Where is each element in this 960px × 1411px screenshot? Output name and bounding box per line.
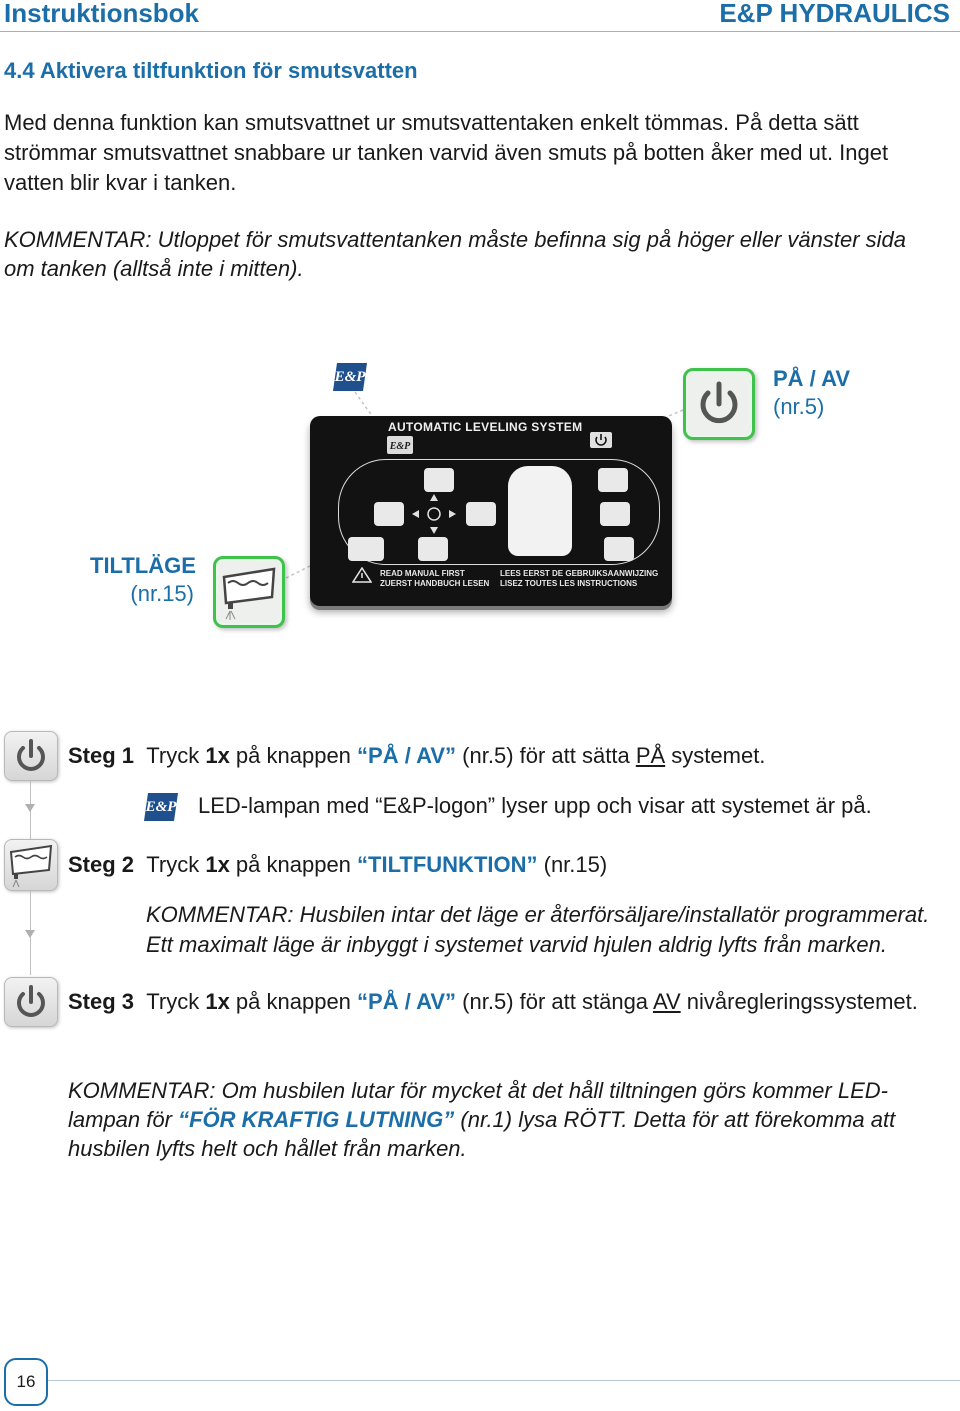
power-icon [5,732,57,780]
tilt-button-callout [213,556,285,628]
header-title: Instruktionsbok [4,0,200,28]
step2-comment: KOMMENTAR: Husbilen intar det läge er återförsäljare/installatör programmerat. Ett maximalt läge är inbyggt i systemet varvid hjulen aldrig lyfts från marken. [146,902,930,957]
tilt-tank-icon [5,840,57,890]
panel-ep-logo-icon [387,436,413,454]
power-label [773,365,850,421]
step2-nr: (nr.15) [537,852,608,877]
step1-post: systemet. [665,743,766,768]
panel-key-hand-icon [598,468,628,492]
panel-key-up-icon [604,537,634,561]
comment-tilt-warning [68,1076,953,1163]
section-title: 4.4 Aktivera tiltfunktion för smutsvatten [4,58,418,83]
step2-count: 1x [205,852,230,877]
step2-text [68,851,607,879]
step2-button-name: “TILTFUNKTION” [357,852,538,877]
step3-post: nivåregleringssystemet. [680,989,918,1014]
step1-mid: på knappen [229,743,358,768]
step3-button-name: “PÅ / AV” [357,989,457,1014]
panel-footer-line3: LEES EERST DE GEBRUIKSAANWIJZING [500,569,659,578]
panel-footer-right [500,569,658,589]
page-number: 16 [4,1358,48,1406]
panel-key-left-icon [374,502,404,526]
step2-mid: på knappen [229,852,358,877]
step1-led-note: LED-lampan med “E&P-logon” lyser upp och visar att systemet är på. [198,793,872,818]
step1-number: Steg 1 [68,743,135,768]
header-brand: E&P HYDRAULICS [719,0,950,28]
ep-logo-icon [333,361,369,393]
step1-text [68,742,765,770]
panel-footer-line1: READ MANUAL FIRST [380,569,465,578]
comment-tilt-pre: KOMMENTAR: Om husbilen lutar för mycket åt det håll tiltningen görs kommer LED-lampan för [68,1078,888,1132]
comment-tilt-led-name: “FÖR KRAFTIG LUTNING” [178,1107,455,1132]
power-icon [5,978,57,1026]
panel-power-icon [590,432,612,448]
arrow-down-icon [25,930,35,938]
footer-divider [46,1380,960,1381]
step1-count: 1x [205,743,230,768]
panel-vehicle-graphic [508,466,572,556]
tilt-label-title: TILTLÄGE [90,553,196,578]
step1-state: PÅ [635,743,666,768]
panel-footer-line2: ZUERST HANDBUCH LESEN [380,579,490,588]
power-button-callout [683,368,755,440]
power-label-nr: (nr.5) [773,394,825,419]
ep-logo-icon [144,791,180,823]
step3-pre: Tryck [146,989,206,1014]
tilt-label-nr: (nr.15) [130,581,194,606]
step2-tilt-button [4,839,58,891]
tilt-tank-icon [216,559,282,625]
step3-nr: (nr.5) för att stänga [456,989,653,1014]
step2-pre: Tryck [146,852,206,877]
warning-triangle-icon [352,567,372,583]
arrow-down-icon [25,804,35,812]
panel-key-tilt-icon [348,537,384,561]
panel-direction-pad-icon [404,492,464,536]
power-icon [686,371,752,437]
step3-mid: på knappen [229,989,358,1014]
step1-pre: Tryck [146,743,206,768]
panel-key-right-icon [466,502,496,526]
panel-key-down-icon [600,502,630,526]
power-label-title: PÅ / AV [773,366,851,391]
step1-power-button [4,731,58,781]
tilt-label [90,552,194,608]
step1-nr: (nr.5) för att sätta [456,743,636,768]
panel-footer-line4: LISEZ TOUTES LES INSTRUCTIONS [500,579,638,588]
intro-paragraph: Med denna funktion kan smutsvattnet ur smutsvattentaken enkelt tömmas. På detta sätt strömmar smutsvattnet snabbare ur tanken varvid även smuts på botten åker med ut. Inget vatten blir kvar i tanken. [4,110,889,195]
step3-text [68,988,918,1016]
step1-button-name: “PÅ / AV” [357,743,457,768]
step2-number: Steg 2 [68,852,135,877]
panel-key-front-icon [424,468,454,492]
comment-outlet: KOMMENTAR: Utloppet för smutsvattentanken måste befinna sig på höger eller vänster sida om tanken (alltså inte i mitten). [4,227,907,281]
svg-text:E&P: E&P [389,441,411,452]
step3-state: AV [652,989,681,1014]
step3-power-button [4,977,58,1027]
panel-footer-left [380,569,489,589]
comment-tilt-post: (nr.1) lysa RÖTT. Detta för att förekomma att husbilen lyfts helt och hållet från marken. [68,1107,896,1161]
step3-number: Steg 3 [68,989,135,1014]
svg-text:E&P: E&P [334,369,366,385]
panel-key-rear-icon [418,537,448,561]
svg-text:E&P: E&P [145,799,177,815]
panel-title: AUTOMATIC LEVELING SYSTEM [388,420,583,434]
step3-count: 1x [205,989,230,1014]
